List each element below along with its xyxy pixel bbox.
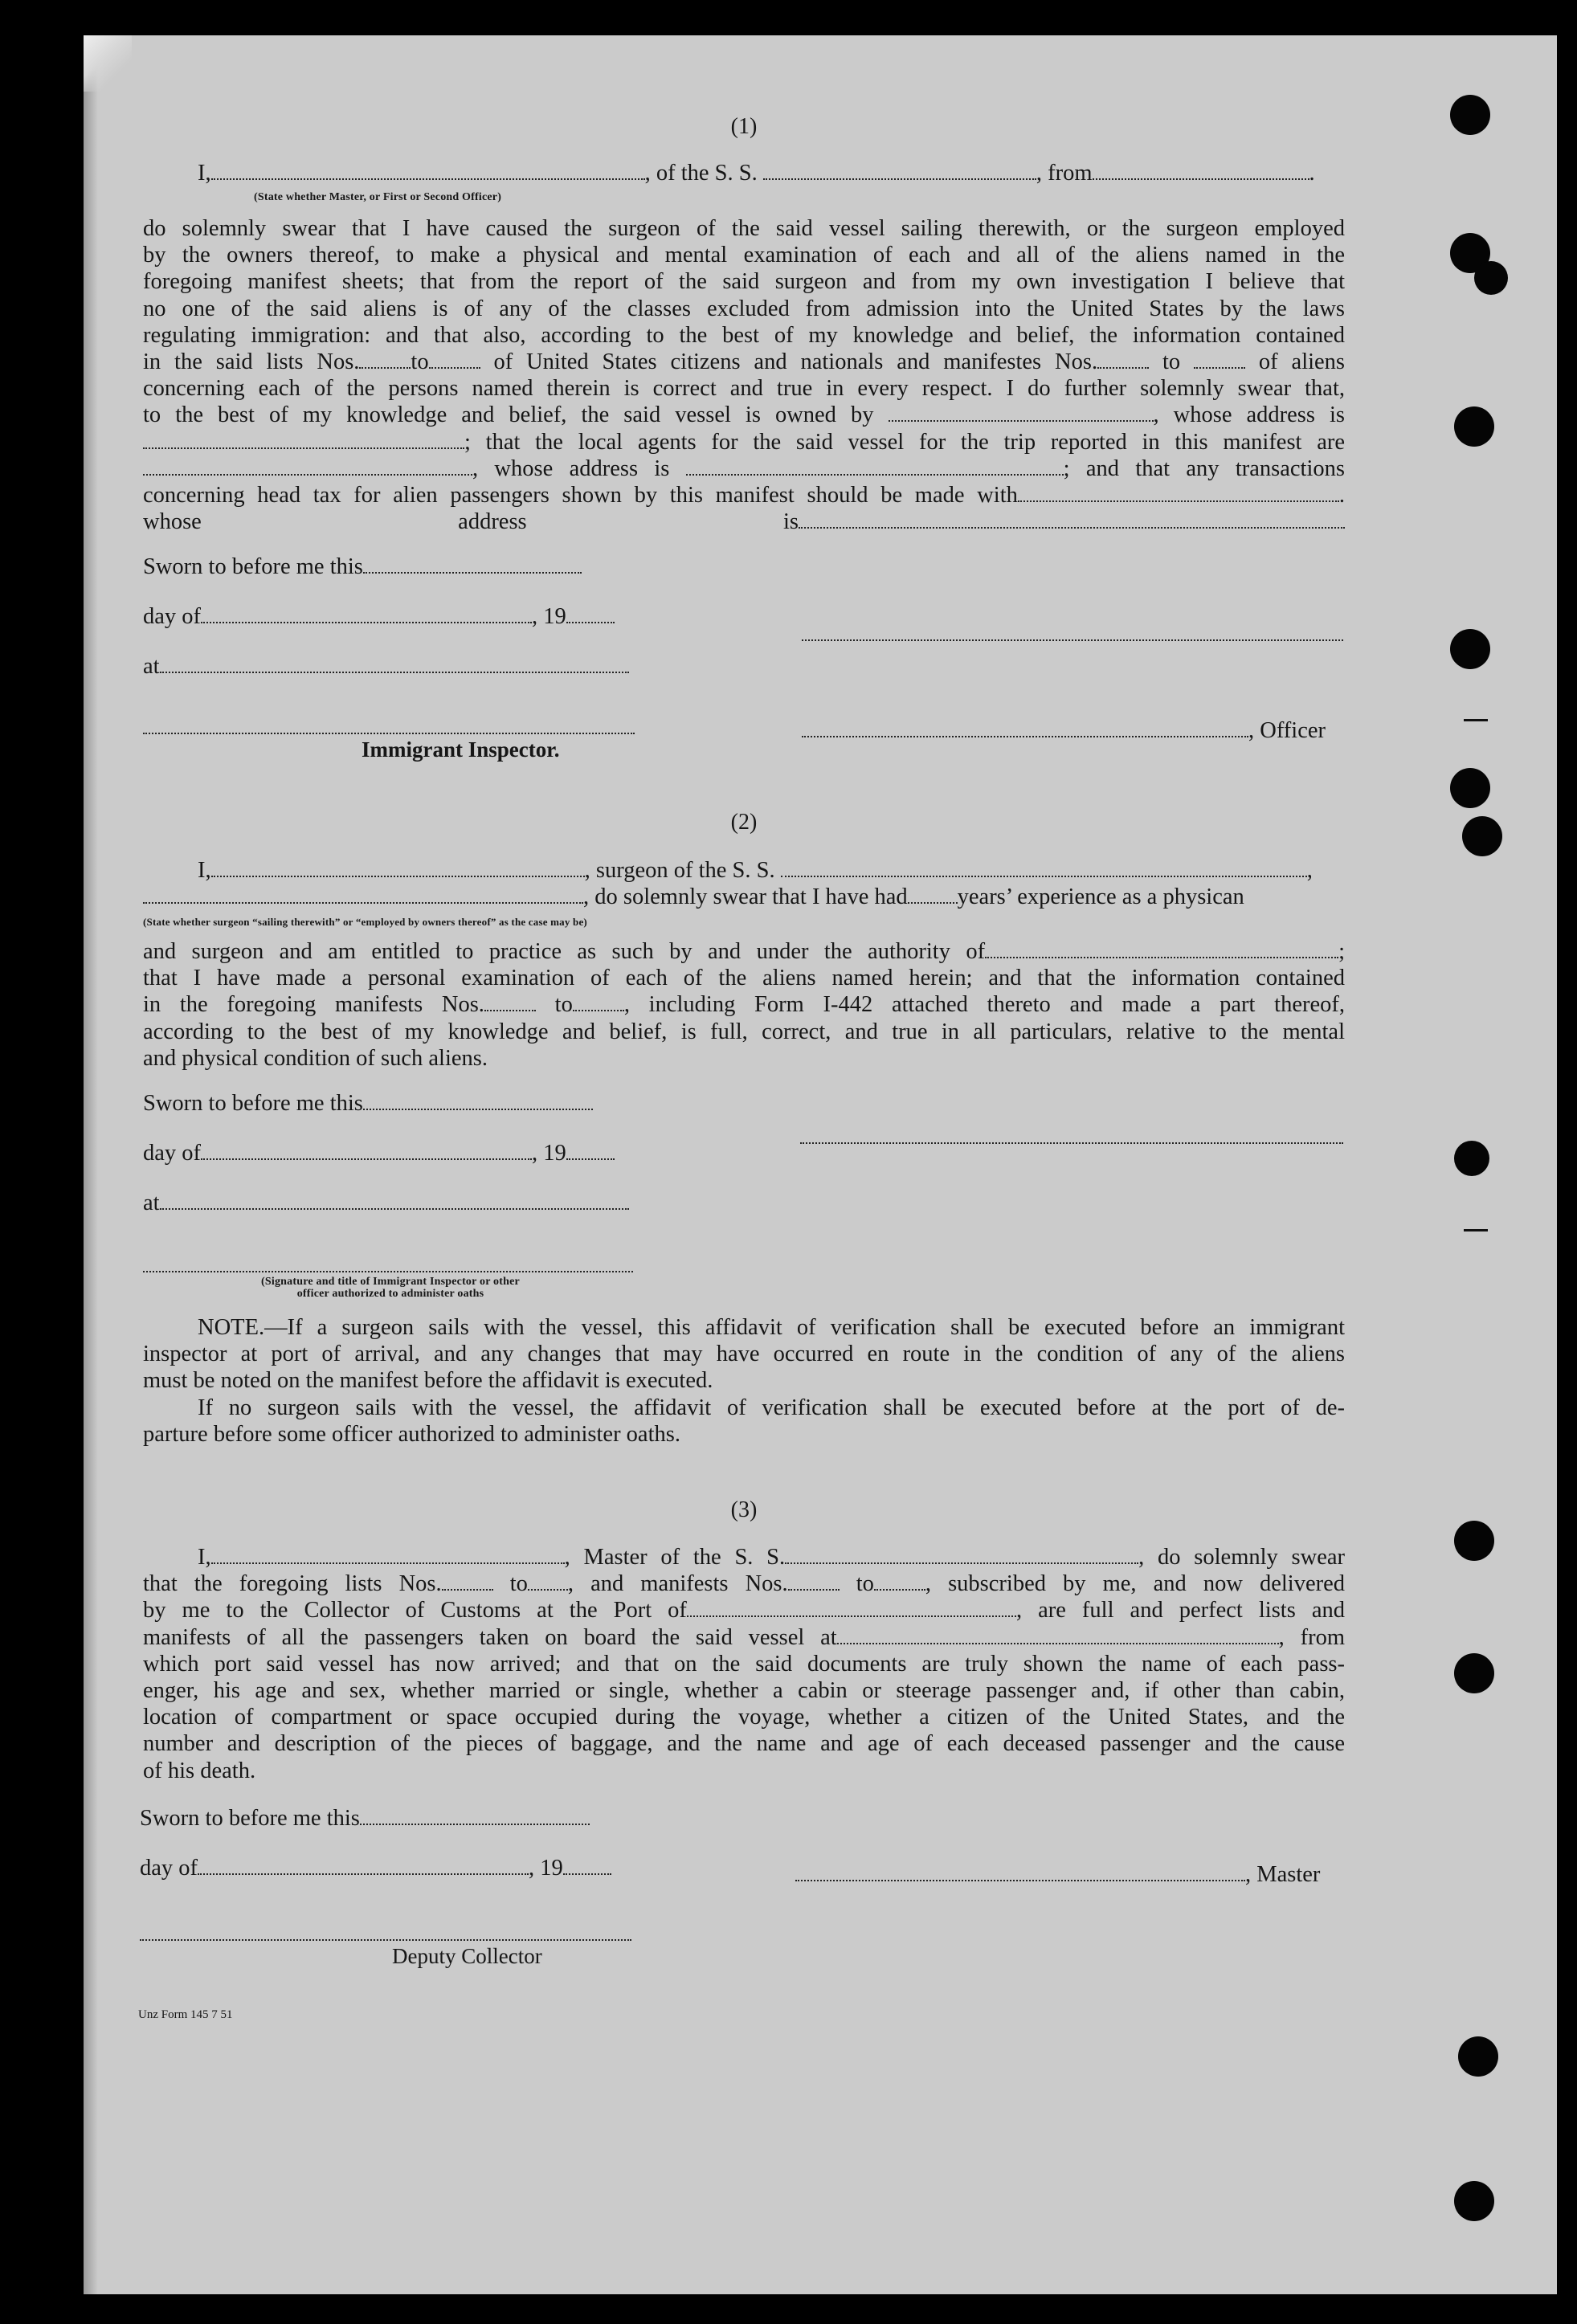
form-number: Unz Form 145 7 51	[138, 2008, 233, 2021]
master-name-field[interactable]	[211, 1545, 565, 1564]
text-line: that I have made a personal examination of each of the aliens named herein; and that the information contained	[143, 966, 1345, 991]
officer-signature-field[interactable]	[802, 718, 1248, 737]
binder-hole	[1462, 816, 1502, 856]
section-2-number: (2)	[730, 810, 758, 835]
day-row	[143, 1141, 615, 1166]
place-field[interactable]	[160, 1191, 629, 1210]
manifests-from-field[interactable]	[484, 992, 536, 1011]
at-row	[143, 654, 629, 680]
note-line: parture before some officer authorized to administer oaths.	[143, 1421, 680, 1447]
master-label: , Master	[1245, 1862, 1321, 1887]
label: , including Form I-442 attached thereto and made a part thereof,	[623, 992, 1345, 1018]
text-line	[143, 482, 1345, 509]
label: , 19	[529, 1856, 563, 1881]
officer-label: , Officer	[1248, 718, 1326, 743]
margin-mark	[1464, 1229, 1488, 1231]
section-1-body	[143, 215, 1345, 535]
text-line: location of compartment or space occupied during the voyage, whether a citizen of the United States, and the	[143, 1705, 1345, 1730]
label: day of	[140, 1856, 198, 1881]
label: , do solemnly swear	[1138, 1545, 1345, 1570]
label: , whose address is	[1153, 402, 1346, 428]
text-line: and physical condition of such aliens.	[143, 1045, 488, 1071]
label: that the foregoing lists Nos.	[143, 1571, 442, 1597]
manifests-to-field[interactable]	[1194, 349, 1245, 369]
binder-hole	[1450, 629, 1490, 669]
label: ;	[1338, 939, 1345, 964]
agents-address-field[interactable]	[686, 456, 1064, 476]
officer-signature-line-1[interactable]	[802, 638, 1343, 641]
officer-name-field[interactable]	[211, 161, 645, 180]
text-line: of his death.	[143, 1758, 256, 1783]
text-line: enger, his age and sex, whether married or single, whether a cabin or steerage passenger and, if other than cabin,	[143, 1678, 1345, 1704]
years-field[interactable]	[908, 884, 958, 904]
owner-field[interactable]	[889, 402, 1154, 422]
manifests-to-field[interactable]	[874, 1571, 925, 1591]
vessel-name-field[interactable]	[785, 1545, 1138, 1564]
day-field[interactable]	[201, 1141, 532, 1160]
inspector-signature-line[interactable]	[143, 731, 635, 734]
day-field[interactable]	[201, 604, 532, 623]
section-2-line1	[198, 858, 1313, 884]
page-edge-shadow	[84, 35, 98, 2294]
surgeon-signature-line[interactable]	[800, 1141, 1343, 1144]
lists-to-field[interactable]	[528, 1571, 568, 1591]
sworn-date-field[interactable]	[363, 554, 582, 574]
place-field[interactable]	[160, 654, 629, 673]
officer-row	[802, 718, 1326, 744]
day-field[interactable]	[198, 1856, 529, 1875]
hint-line: officer authorized to administer oaths	[296, 1288, 484, 1300]
label: in the said lists Nos.	[143, 349, 360, 375]
label: in the foregoing manifests Nos.	[143, 992, 484, 1018]
binder-hole	[1450, 95, 1490, 135]
manifests-from-field[interactable]	[1097, 349, 1149, 369]
label: , and manifests Nos.	[567, 1571, 788, 1597]
binder-hole	[1458, 2036, 1498, 2077]
label: ,	[1306, 858, 1313, 883]
deputy-signature-line[interactable]	[140, 1938, 631, 1941]
label: , surgeon of the S. S.	[584, 858, 775, 883]
text-line: no one of the said aliens is of any of the classes excluded from admission into the United States by the laws	[143, 296, 1345, 321]
label: and surgeon and am entitled to practice as such by and under the authority of	[143, 939, 986, 964]
label: at	[143, 1191, 160, 1215]
port-field[interactable]	[687, 1598, 1016, 1617]
sworn-date-field[interactable]	[360, 1806, 590, 1825]
master-row	[795, 1862, 1320, 1888]
text-line	[143, 402, 1345, 428]
label: to	[856, 1571, 874, 1597]
binder-hole	[1454, 406, 1494, 447]
label: of United States citizens and nationals and manifestes Nos.	[493, 349, 1098, 375]
folded-corner	[84, 35, 132, 92]
label: , subscribed by me, and now delivered	[925, 1571, 1346, 1597]
binder-hole	[1454, 1141, 1489, 1176]
label: to	[1162, 349, 1181, 375]
text-line: concerning each of the persons named therein is correct and true in every respect. I do further solemnly swear that,	[143, 376, 1345, 402]
label: ; that the local agents for the said vessel for the trip reported in this manifest are	[464, 429, 1345, 455]
label: to the best of my knowledge and belief, the said vessel is owned by	[143, 402, 874, 428]
year-field[interactable]	[566, 604, 615, 623]
deputy-collector-label: Deputy Collector	[392, 1944, 542, 1968]
day-row	[140, 1856, 611, 1881]
agents-field[interactable]	[143, 456, 472, 476]
label: , from	[1278, 1624, 1345, 1650]
label: whose address is	[143, 509, 799, 535]
section-3-number: (3)	[730, 1497, 758, 1522]
note-block	[143, 1314, 1345, 1448]
note-line: inspector at port of arrival, and any changes that may have occurred en route in the condition of any of the aliens	[143, 1342, 1345, 1367]
label: , are full and perfect lists and	[1015, 1598, 1346, 1624]
year-field[interactable]	[563, 1856, 611, 1875]
surgeon-capacity-field[interactable]	[143, 884, 583, 904]
text-line: according to the best of my knowledge and belief, is full, correct, and true in all particulars, relative to the mental	[143, 1019, 1345, 1044]
label: at	[143, 654, 160, 679]
lists-to-field[interactable]	[429, 349, 480, 369]
section-2-line2	[143, 884, 1244, 910]
text-line: by the owners thereof, to make a physical and mental examination of each and all of the aliens named in the	[143, 243, 1345, 268]
manifests-from-field[interactable]	[788, 1571, 840, 1591]
surgeon-hint: (State whether surgeon “sailing therewith” or “employed by owners thereof” as the case may be)	[143, 916, 587, 928]
label: , 19	[532, 1141, 566, 1166]
sworn-date-field[interactable]	[363, 1091, 593, 1110]
label: Sworn to before me this	[143, 554, 363, 579]
binder-hole	[1454, 1653, 1494, 1693]
label: , do solemnly swear that I have had	[583, 884, 908, 909]
label: ; and that any transactions	[1063, 455, 1345, 481]
label: I,	[198, 1545, 211, 1570]
text-line	[143, 1544, 1345, 1570]
label: .	[1338, 483, 1345, 509]
label: concerning head tax for alien passengers shown by this manifest should be made with	[143, 483, 1018, 509]
head-tax-address-field[interactable]	[799, 509, 1345, 529]
binder-hole	[1454, 2181, 1494, 2221]
label: , 19	[532, 604, 566, 629]
surgeon-name-field[interactable]	[211, 858, 585, 877]
text-line	[143, 991, 1345, 1018]
label: Sworn to before me this	[143, 1091, 363, 1116]
text-line: which port said vessel has now arrived; and that on the said documents are truly shown the name of each pass-	[143, 1651, 1345, 1677]
text-line: number and description of the pieces of baggage, and the name and age of each deceased passenger and the cause	[143, 1731, 1345, 1757]
section-3-body	[143, 1544, 1345, 1784]
text-line	[143, 938, 1345, 965]
lists-from-field[interactable]	[442, 1571, 493, 1591]
label: Sworn to before me this	[140, 1806, 360, 1831]
text-line	[143, 1624, 1345, 1651]
text-line	[143, 429, 1345, 455]
text-line	[143, 1597, 1345, 1624]
label: .	[1309, 161, 1315, 186]
binder-hole	[1474, 261, 1508, 295]
text-line	[143, 349, 1345, 375]
inspector-signature-line[interactable]	[143, 1269, 633, 1272]
label: I,	[198, 161, 211, 186]
text-line	[143, 455, 1345, 482]
label: , from	[1036, 161, 1093, 186]
section-1-officer-line	[198, 161, 1315, 186]
label: to	[509, 1571, 528, 1597]
label: day of	[143, 1141, 202, 1166]
head-tax-field[interactable]	[1018, 483, 1339, 502]
text-line	[143, 509, 1345, 535]
text-line	[143, 1570, 1345, 1597]
note-line: If no surgeon sails with the vessel, the affidavit of verification shall be executed before at the port of de-	[198, 1395, 1345, 1420]
text-line: do solemnly swear that I have caused the surgeon of the said vessel sailing therewith, or the surgeon employed	[143, 216, 1345, 241]
manifests-to-field[interactable]	[573, 992, 624, 1011]
year-field[interactable]	[566, 1141, 615, 1160]
embark-port-field[interactable]	[837, 1625, 1279, 1644]
at-row	[143, 1191, 629, 1216]
master-signature-field[interactable]	[795, 1862, 1245, 1881]
binder-hole	[1454, 1521, 1494, 1561]
label: of aliens	[1258, 349, 1346, 375]
label: to	[411, 349, 429, 375]
label: , Master of the S. S.	[564, 1545, 786, 1570]
immigrant-inspector-label: Immigrant Inspector.	[362, 737, 560, 762]
signature-hint	[206, 1276, 575, 1300]
text-line: regulating immigration: and that also, according to the best of my knowledge and belief, the information contained	[143, 322, 1345, 348]
day-row	[143, 604, 615, 630]
label: years’ experience as a physican	[957, 884, 1244, 909]
label: I,	[198, 858, 211, 883]
officer-hint: (State whether Master, or First or Second Officer)	[254, 191, 502, 203]
label: , of the S. S.	[644, 161, 758, 186]
label: manifests of all the passengers taken on board the said vessel at	[143, 1624, 837, 1650]
label: day of	[143, 604, 202, 629]
text-line: foregoing manifest sheets; that from the report of the said surgeon and from my own investigation I believe that	[143, 269, 1345, 295]
note-line: must be noted on the manifest before the affidavit is executed.	[143, 1368, 713, 1394]
owner-address-field[interactable]	[143, 430, 464, 449]
section-2-body	[143, 938, 1345, 1072]
lists-from-field[interactable]	[359, 349, 411, 369]
label: , whose address is	[472, 455, 670, 481]
label: to	[554, 992, 573, 1018]
sworn-row	[140, 1806, 590, 1832]
margin-mark	[1464, 719, 1488, 721]
authority-field[interactable]	[985, 939, 1338, 958]
section-1-number: (1)	[730, 114, 758, 139]
label: by me to the Collector of Customs at the Port of	[143, 1598, 687, 1624]
vessel-name-field[interactable]	[781, 858, 1307, 877]
note-line: NOTE.—If a surgeon sails with the vessel, this affidavit of verification shall be executed before an immigrant	[198, 1315, 1345, 1340]
binder-hole	[1450, 768, 1490, 808]
vessel-name-field[interactable]	[763, 161, 1036, 180]
sworn-row	[143, 1091, 593, 1117]
from-port-field[interactable]	[1093, 161, 1309, 180]
hint-line: (Signature and title of Immigrant Inspector or other	[261, 1276, 520, 1288]
sworn-row	[143, 554, 582, 580]
